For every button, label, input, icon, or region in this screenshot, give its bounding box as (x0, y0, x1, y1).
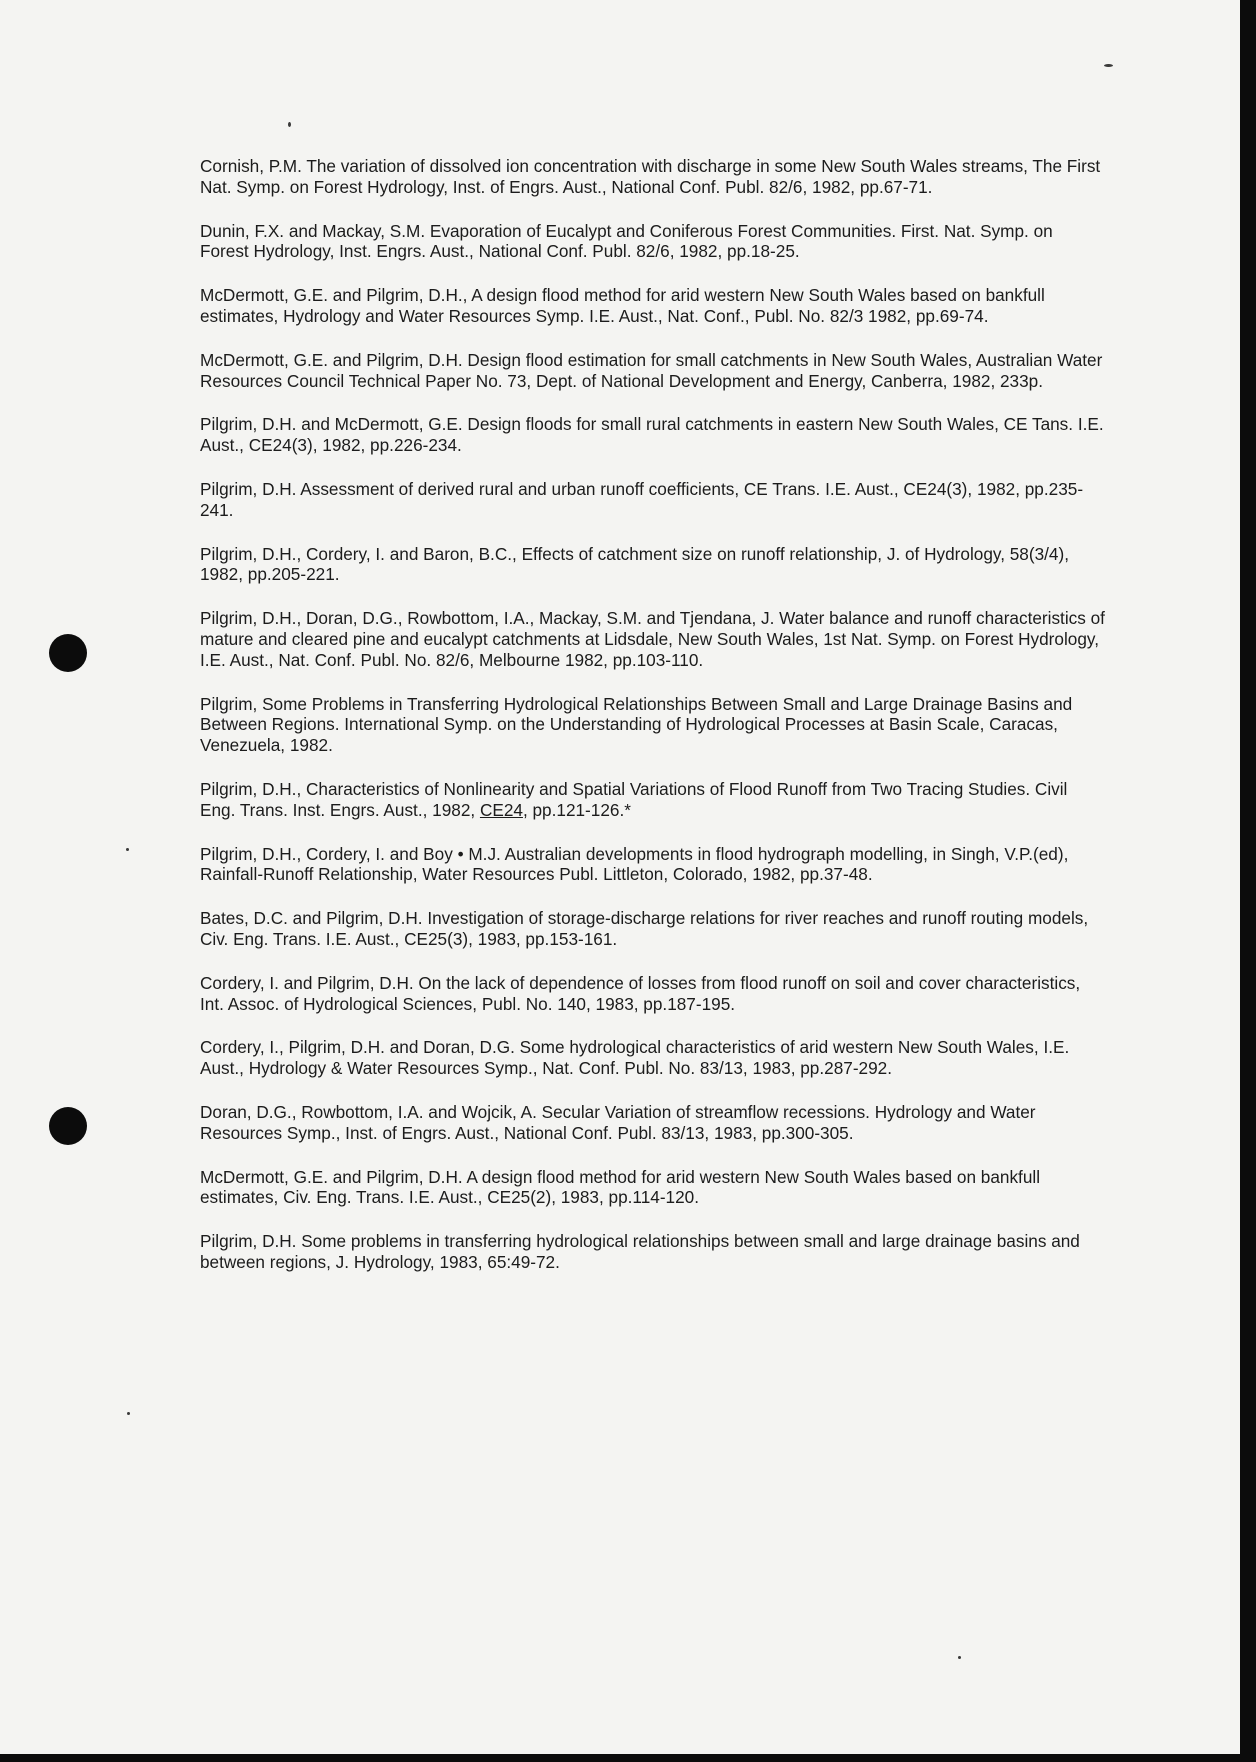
reference-item: Bates, D.C. and Pilgrim, D.H. Investigation of storage-discharge relations for river reaches and runoff routing models, Civ. Eng. Trans. I.E. Aust., CE25(3), 1983, pp.153-161. (200, 908, 1089, 949)
scan-speck (958, 1656, 961, 1659)
reference-item: Cordery, I. and Pilgrim, D.H. On the lack of dependence of losses from flood runoff on soil and cover characteristics, Int. Assoc. of Hydrological Sciences, Publ. No. 140, 1983, pp.187-195. (200, 972, 1081, 1014)
reference-item: Doran, D.G., Rowbottom, I.A. and Wojcik, A. Secular Variation of streamflow recessions. Hydrology and Water Resources Symp., Inst. of Engrs. Aust., National Conf. Publ. 83/13, 1983, pp.300-305. (200, 1101, 1036, 1143)
reference-text: , pp.121-126.* (522, 799, 631, 820)
reference-item: Pilgrim, Some Problems in Transferring Hydrological Relationships Between Small and Large Drainage Basins and Between Regions. International Symp. on the Understanding of Hydrological Processes at Basin Scale, Caracas, Venezuela, 1982. (200, 693, 1073, 756)
reference-item (200, 779, 1105, 821)
scan-speck (127, 1412, 130, 1415)
reference-underlined-volume: CE24 (479, 799, 523, 820)
reference-item: Pilgrim, D.H. Assessment of derived rural and urban runoff coefficients, CE Trans. I.E. Aust., CE24(3), 1982, pp.235-241. (200, 478, 1084, 520)
reference-item: McDermott, G.E. and Pilgrim, D.H., A design flood method for arid western New South Wales based on bankfull estimates, Hydrology and Water Resources Symp. I.E. Aust., Nat. Conf., Publ. No. 82/3 1982, pp.69-74. (200, 285, 1045, 326)
reference-item: Cordery, I., Pilgrim, D.H. and Doran, D.G. Some hydrological characteristics of arid western New South Wales, I.E. Aust., Hydrology & Water Resources Symp., Nat. Conf. Publ. No. 83/13, 1983, pp.287-292. (200, 1037, 1070, 1079)
reference-list (200, 156, 1105, 1296)
reference-item: Cornish, P.M. The variation of dissolved ion concentration with discharge in some New South Wales streams, The First Nat. Symp. on Forest Hydrology, Inst. of Engrs. Aust., National Conf. Publ. 82/6, 1982, pp.67-71. (200, 156, 1101, 197)
reference-item: Pilgrim, D.H. Some problems in transferring hydrological relationships between small and large drainage basins and between regions, J. Hydrology, 1983, 65:49-72. (200, 1231, 1080, 1272)
reference-item: Pilgrim, D.H. and McDermott, G.E. Design floods for small rural catchments in eastern New South Wales, CE Tans. I.E. Aust., CE24(3), 1982, pp.226-234. (200, 414, 1104, 456)
reference-item: Pilgrim, D.H., Cordery, I. and Boy • M.J. Australian developments in flood hydrograph modelling, in Singh, V.P.(ed), Rainfall-Runoff Relationship, Water Resources Publ. Littleton, Colorado, 1982, pp.37-48. (200, 843, 1069, 885)
scan-speck (288, 122, 291, 127)
punch-hole-top (49, 634, 87, 672)
scan-speck (126, 848, 129, 851)
punch-hole-bottom (49, 1107, 87, 1145)
reference-text: Pilgrim, D.H., Characteristics of Nonlinearity and Spatial Variations of Flood Runoff from Two Tracing Studies. Civil Eng. Trans. Inst. Engrs. Aust., 1982, (200, 778, 1068, 820)
reference-item: Dunin, F.X. and Mackay, S.M. Evaporation of Eucalypt and Coniferous Forest Communities. First. Nat. Symp. on Forest Hydrology, Inst. Engrs. Aust., National Conf. Publ. 82/6, 1982, pp.18-25. (200, 220, 1053, 262)
reference-item: Pilgrim, D.H., Doran, D.G., Rowbottom, I.A., Mackay, S.M. and Tjendana, J. Water balance and runoff characteristics of mature and cleared pine and eucalypt catchments at Lidsdale, New South Wales, 1st Nat. Symp. on Forest Hydrology, I.E. Aust., Nat. Conf. Publ. No. 82/6, Melbourne 1982, pp.103-110. (200, 608, 1105, 670)
reference-item: McDermott, G.E. and Pilgrim, D.H. Design flood estimation for small catchments in New South Wales, Australian Water Resources Council Technical Paper No. 73, Dept. of National Development and Energy, Canberra, 1982, 233p. (200, 349, 1103, 391)
scan-speck (1104, 64, 1113, 67)
reference-item: Pilgrim, D.H., Cordery, I. and Baron, B.C., Effects of catchment size on runoff relationship, J. of Hydrology, 58(3/4), 1982, pp.205-221. (200, 543, 1069, 585)
reference-item: McDermott, G.E. and Pilgrim, D.H. A design flood method for arid western New South Wales based on bankfull estimates, Civ. Eng. Trans. I.E. Aust., CE25(2), 1983, pp.114-120. (200, 1166, 1041, 1208)
